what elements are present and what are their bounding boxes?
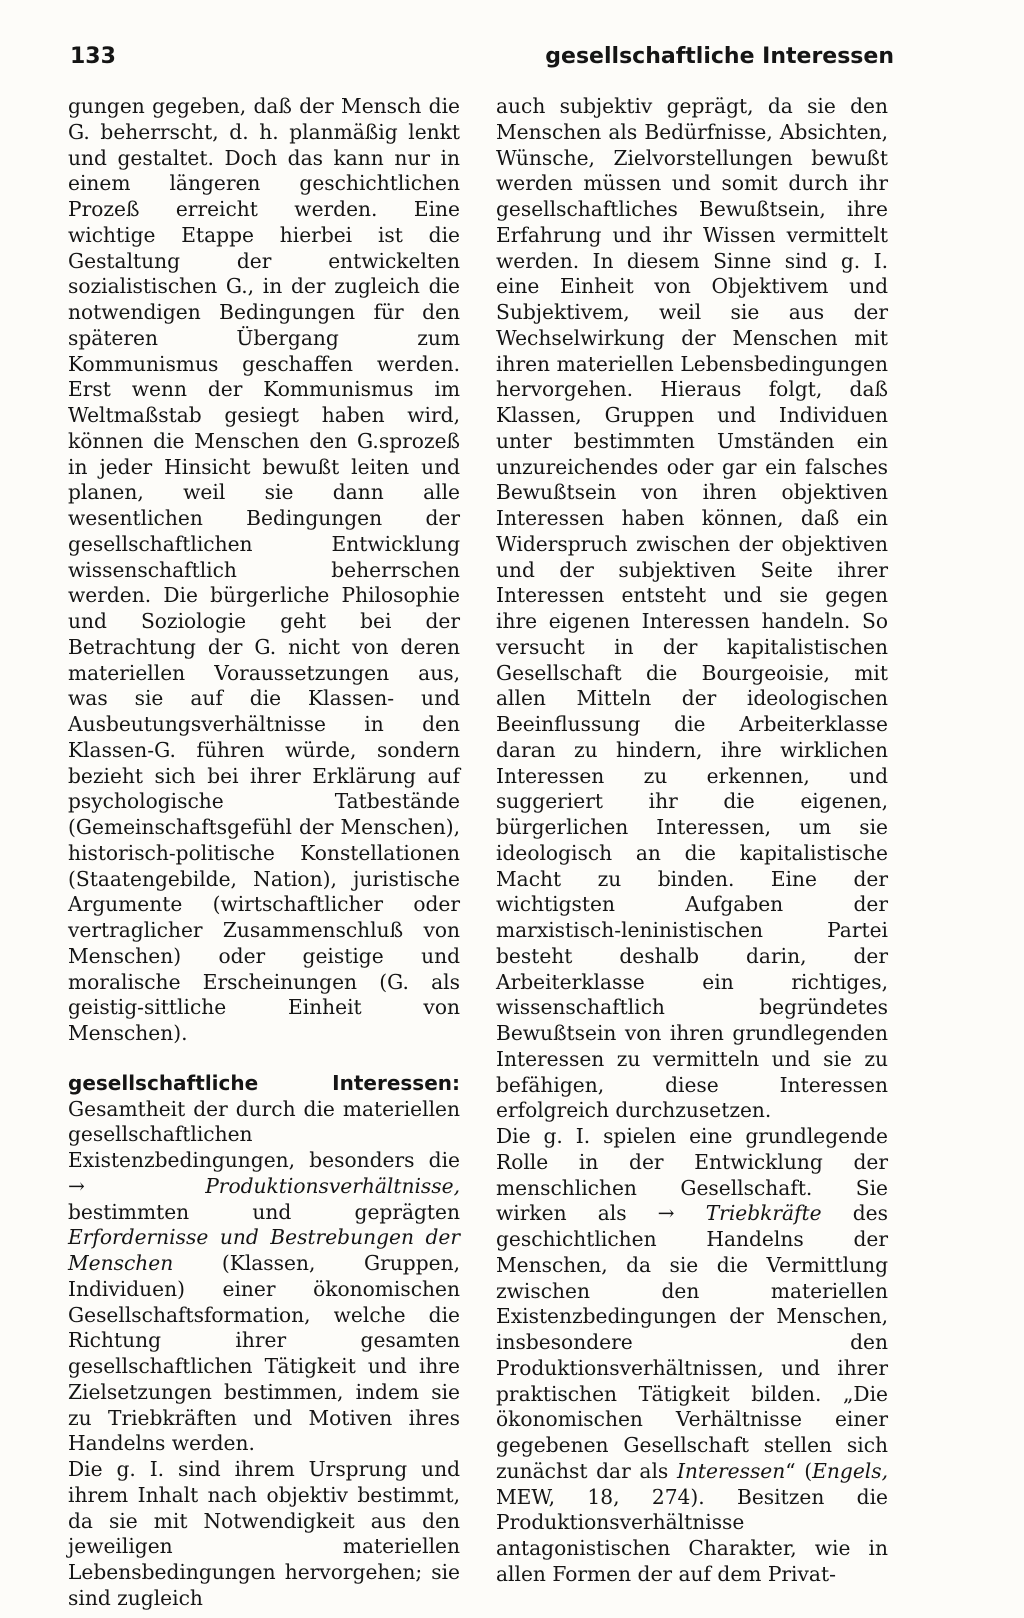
continuation-paragraph: gungen gegeben, daß der Mensch die G. beherrscht, d. h. planmäßig lenkt und gestaltet. Doch das kann nur in einem längeren geschichtlichen Prozeß erreicht werden. Eine wichtige Etappe hierbei ist die Gestaltung der entwickelten sozialistischen G., in der zugleich die notwendigen Bedingungen für den späteren Übergang zum Kommunismus geschaffen werden. Erst wenn der Kommunismus im Weltmaßstab gesiegt haben wird, können die Menschen den G.sprozeß in jeder Hinsicht bewußt leiten und planen, weil sie dann alle wesentlichen Bedingungen der gesellschaftlichen Entwicklung wissenschaftlich beherrschen werden. Die bürgerliche Philosophie und Soziologie geht bei der Betrachtung der G. nicht von deren materiellen Voraussetzungen aus, was sie auf die Klassen- und Ausbeutungsverhältnisse in den Klassen-G. führen würde, sondern bezieht sich bei ihrer Erklärung auf psychologische Tatbestände (Gemeinschaftsgefühl der Menschen), historisch-politische Konstellationen (Staatengebilde, Nation), juristische Argumente (wirtschaftlicher oder vertraglicher Zusammenschluß von Menschen) oder geistige und moralische Erscheinungen (G. als geistig-sittliche Einheit von Menschen). (68, 94, 460, 1045)
citation-author: Engels, (812, 1458, 888, 1483)
paragraph-text: MEW, 18, 274). Besitzen die Produktionsverhältnisse antagonistischen Charakter, wie in allen Formen der auf dem Privat- (496, 1484, 888, 1586)
left-column (68, 94, 460, 1612)
body-paragraph: Die g. I. sind ihrem Ursprung und ihrem Inhalt nach objektiv bestimmt, da sie mit Notwendigkeit aus den jeweiligen materiellen Lebensbedingungen hervorgehen; sie sind zugleich (68, 1457, 460, 1610)
page-header (70, 44, 894, 80)
entry-italic-text: Produktionsverhältnisse, (205, 1173, 460, 1198)
body-paragraph (496, 1124, 888, 1588)
entry-paragraph (68, 1071, 460, 1457)
entry-text: Gesamtheit der durch die materiellen gesellschaftlichen Existenzbedingungen, besonders die → (68, 1096, 460, 1198)
entry-text: bestimmten und geprägten (68, 1199, 460, 1224)
paragraph-text: Die g. I. spielen eine grundlegende Rolle in der Entwicklung der menschlichen Gesellschaft. Sie wirken als → (496, 1124, 888, 1226)
entry-italic-text: Erfordernisse und Bestrebungen der Menschen (68, 1225, 460, 1275)
paragraph-text: “ ( (785, 1458, 813, 1483)
entry-text: (Klassen, Gruppen, Individuen) einer ökonomischen Gesellschaftsformation, welche die Richtung ihrer gesamten gesellschaftlichen Tätigkeit und ihre Zielsetzungen bestimmen, indem sie zu Triebkräften und Motiven ihres Handelns werden. (68, 1251, 460, 1456)
page-number: 133 (70, 44, 116, 69)
body-paragraph: auch subjektiv geprägt, da sie den Menschen als Bedürfnisse, Absichten, Wünsche, Zielvorstellungen bewußt werden müssen und somit durch ihr gesellschaftliches Bewußtsein, ihre Erfahrung und ihr Wissen vermittelt werden. In diesem Sinne sind g. I. eine Einheit von Objektivem und Subjektivem, weil sie aus der Wechselwirkung der Menschen mit ihren materiellen Lebensbedingungen hervorgehen. Hieraus folgt, daß Klassen, Gruppen und Individuen unter bestimmten Umständen ein unzureichendes oder gar ein falsches Bewußtsein von ihren objektiven Interessen haben können, daß ein Widerspruch zwischen der objektiven und der subjektiven Seite ihrer Interessen entsteht und sie gegen ihre eigenen Interessen handeln. So versucht in der kapitalistischen Gesellschaft die Bourgeoisie, mit allen Mitteln der ideologischen Beeinflussung die Arbeiterklasse daran zu hindern, ihre wirklichen Interessen zu erkennen, und suggeriert ihr die eigenen, bürgerlichen Interessen, um sie ideologisch an die kapitalistische Macht zu binden. Eine der wichtigsten Aufgaben der marxistisch-leninistischen Partei besteht deshalb darin, der Arbeiterklasse ein richtiges, wissenschaftlich begründetes Bewußtsein von ihren grundlegenden Interessen zu vermitteln und sie zu befähigen, diese Interessen erfolgreich durchzusetzen. (496, 94, 888, 1123)
paragraph-italic-text: Triebkräfte (705, 1201, 822, 1226)
entry-headword: gesellschaftliche Interessen: (68, 1070, 460, 1095)
running-head: gesellschaftliche Interessen (545, 44, 894, 69)
paragraph-text: des geschichtlichen Handelns der Menschen, da sie die Vermittlung zwischen den materiellen Existenzbedingungen der Menschen, insbesondere den Produktionsverhältnissen, und ihrer praktischen Tätigkeit bilden. „Die ökonomischen Verhältnisse einer gegebenen Gesellschaft stellen sich zunächst dar als (496, 1201, 888, 1483)
paragraph-italic-text: Interessen (676, 1458, 786, 1483)
right-column (496, 94, 888, 1588)
